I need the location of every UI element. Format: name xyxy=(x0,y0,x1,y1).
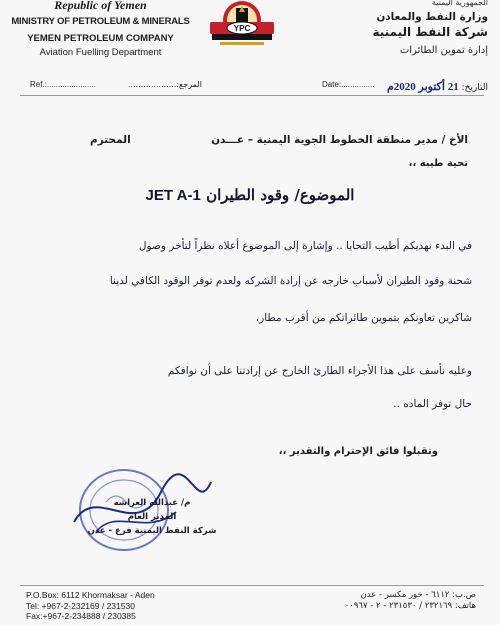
footer-phone: Tel: +967-2-232169 / 231530 xyxy=(26,600,135,611)
date-field: Date:............... xyxy=(322,80,375,89)
subject-line xyxy=(130,186,370,204)
date-field-ar xyxy=(387,80,488,93)
signatory-org: شركة النفط اليمنية فرع - عدن xyxy=(87,526,217,536)
body-line: وعليه نأسف على هذا الأجراء الطارئ الخارج عن إرادتنا على أن نوافكم xyxy=(167,365,472,377)
subject-text: الموضوع/ وقود الطيران xyxy=(206,186,355,204)
header-department: Aviation Fuelling Department xyxy=(39,47,162,58)
body-line: حال توفر الماده .. xyxy=(393,398,472,410)
footer-address: P.O.Box: 6112 Khormaksar - Aden xyxy=(26,590,155,600)
signatory-title: المدير العام xyxy=(127,512,177,522)
body-line: في البدء نهديكم أطيب التحايا .. وإشارة إلى الموضوع أعلاه نظراً لتأخر وصول xyxy=(138,240,472,252)
closing-line: وتقبلوا فائق الإحترام والتقدير ،، xyxy=(278,446,438,457)
ref-field: Ref.:...................... xyxy=(30,80,96,89)
logo-text: YPC xyxy=(233,24,251,33)
header-country: Republic of Yemen xyxy=(54,0,147,12)
footer-contact-ar xyxy=(345,590,476,612)
addressee-name: الأخ / مدير منطقة الخطوط الجوية اليمنية – عـــدن xyxy=(211,134,468,146)
ypc-logo xyxy=(200,0,284,52)
header-divider xyxy=(20,95,484,96)
footer-divider xyxy=(20,585,484,586)
header-department-ar: إدارة تموين الطائرات xyxy=(399,45,488,56)
header-arabic xyxy=(318,0,488,56)
signature-block xyxy=(82,496,222,538)
header-english xyxy=(8,0,193,58)
subject-fuel-grade: JET A-1 xyxy=(145,187,201,204)
footer-address-ar: ص.ب: ٦١١٢ - خور مكسر - عدن xyxy=(360,590,476,600)
header-ministry: MINISTRY OF PETROLEUM & MINERALS xyxy=(11,16,190,27)
header-ministry-ar: وزارة النفط والمعادن xyxy=(376,11,488,23)
header-company: YEMEN PETROLEUM COMPANY xyxy=(27,33,174,44)
date-value: 21 أكتوبر 2020م xyxy=(386,81,459,93)
footer-phone-ar: هاتف: ٢٣٢١٦٩ / ٢٣١٥٣٠ - ٢ - ٠٠٩٦٧ xyxy=(344,601,476,611)
signatory-name: م/ عبدالله العراشه xyxy=(113,498,191,508)
footer-fax: Fax:+967-2-234888 / 230385 xyxy=(26,611,136,621)
footer-contact-en xyxy=(26,590,155,622)
body-line: شاكرين تعاونكم بتموين طائراتكم من أقرب مطار، xyxy=(255,312,472,324)
addressee xyxy=(90,134,468,146)
addressee-honorific: المحترم xyxy=(90,134,131,146)
header-country-ar: الجمهورية اليمنية xyxy=(431,0,488,7)
header-company-ar: شركة النفط اليمنية xyxy=(372,25,488,39)
greeting: تحية طيبه ،، xyxy=(408,158,468,169)
ref-field-ar: المرجع:................... xyxy=(128,80,202,89)
date-label-ar: التاريخ: xyxy=(461,83,488,93)
body-line: شحنة وقود الطيران لأسباب خارجه عن إرادة الشركه ولعدم توفر الوقود الكافي لدينا xyxy=(109,275,472,287)
